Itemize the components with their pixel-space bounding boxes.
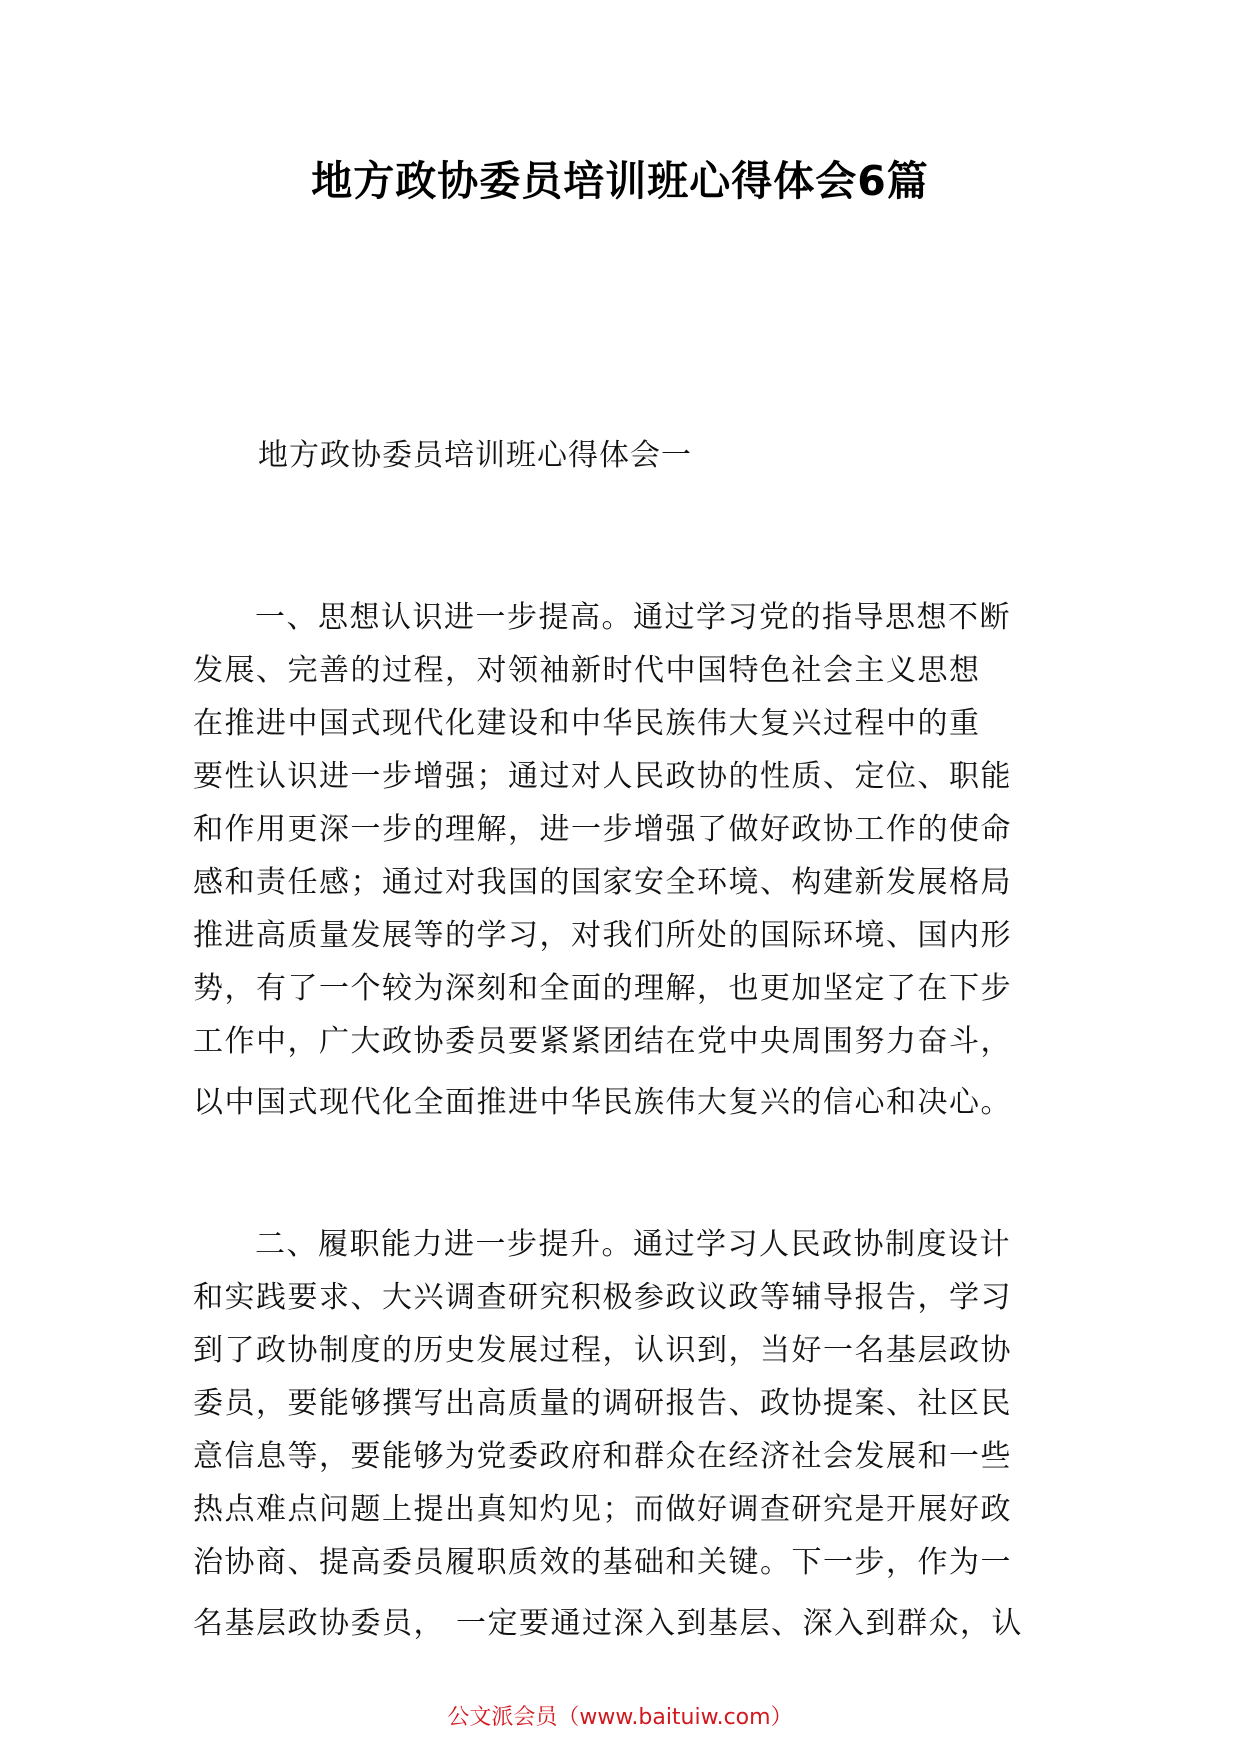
paragraph-line: 意信息等，要能够为党委政府和群众在经济社会发展和一些 — [193, 1439, 1012, 1474]
paragraph-line: 发展、完善的过程，对领袖新时代中国特色社会主义思想 — [193, 653, 981, 688]
paragraph-line: 治协商、提高委员履职质效的基础和关键。下一步，作为一 — [193, 1545, 1012, 1580]
paragraph-line: 到了政协制度的历史发展过程，认识到，当好一名基层政协 — [193, 1333, 1012, 1368]
paragraph-line: 和作用更深一步的理解，进一步增强了做好政协工作的使命 — [193, 812, 1012, 847]
paragraph-line: 要性认识进一步增强；通过对人民政协的性质、定位、职能 — [193, 759, 1012, 794]
paragraph-line: 热点难点问题上提出真知灼见；而做好调查研究是开展好政 — [193, 1492, 1012, 1527]
paragraph-line: 二、履职能力进一步提升。通过学习人民政协制度设计 — [255, 1227, 1011, 1262]
paragraph-line: 在推进中国式现代化建设和中华民族伟大复兴过程中的重 — [193, 706, 981, 741]
paragraph-line: 名基层政协委员， 一定要通过深入到基层、深入到群众，认 — [193, 1606, 1024, 1641]
paragraph-line: 和实践要求、大兴调查研究积极参政议政等辅导报告，学习 — [193, 1280, 1012, 1315]
paragraph-line: 以中国式现代化全面推进中华民族伟大复兴的信心和决心。 — [193, 1085, 1012, 1120]
document-title: 地方政协委员培训班心得体会6篇 — [311, 157, 929, 205]
paragraph-line: 感和责任感；通过对我国的国家安全环境、构建新发展格局 — [193, 865, 1012, 900]
paragraph-line: 势，有了一个较为深刻和全面的理解，也更加坚定了在下步 — [193, 971, 1012, 1006]
paragraph-line: 推进高质量发展等的学习，对我们所处的国际环境、国内形 — [193, 918, 1012, 953]
paragraph-line: 工作中，广大政协委员要紧紧团结在党中央周围努力奋斗， — [193, 1024, 1012, 1059]
paragraph-2 — [193, 1218, 1059, 1650]
footer-watermark-link[interactable]: 公文派会员（www.baituiw.com） — [447, 1705, 793, 1730]
paragraph-line: 委员，要能够撰写出高质量的调研报告、政协提案、社区民 — [193, 1386, 1012, 1421]
section-subtitle: 地方政协委员培训班心得体会一 — [258, 438, 692, 473]
paragraph-1 — [193, 591, 1059, 1129]
paragraph-line: 一、思想认识进一步提高。通过学习党的指导思想不断 — [255, 600, 1011, 635]
